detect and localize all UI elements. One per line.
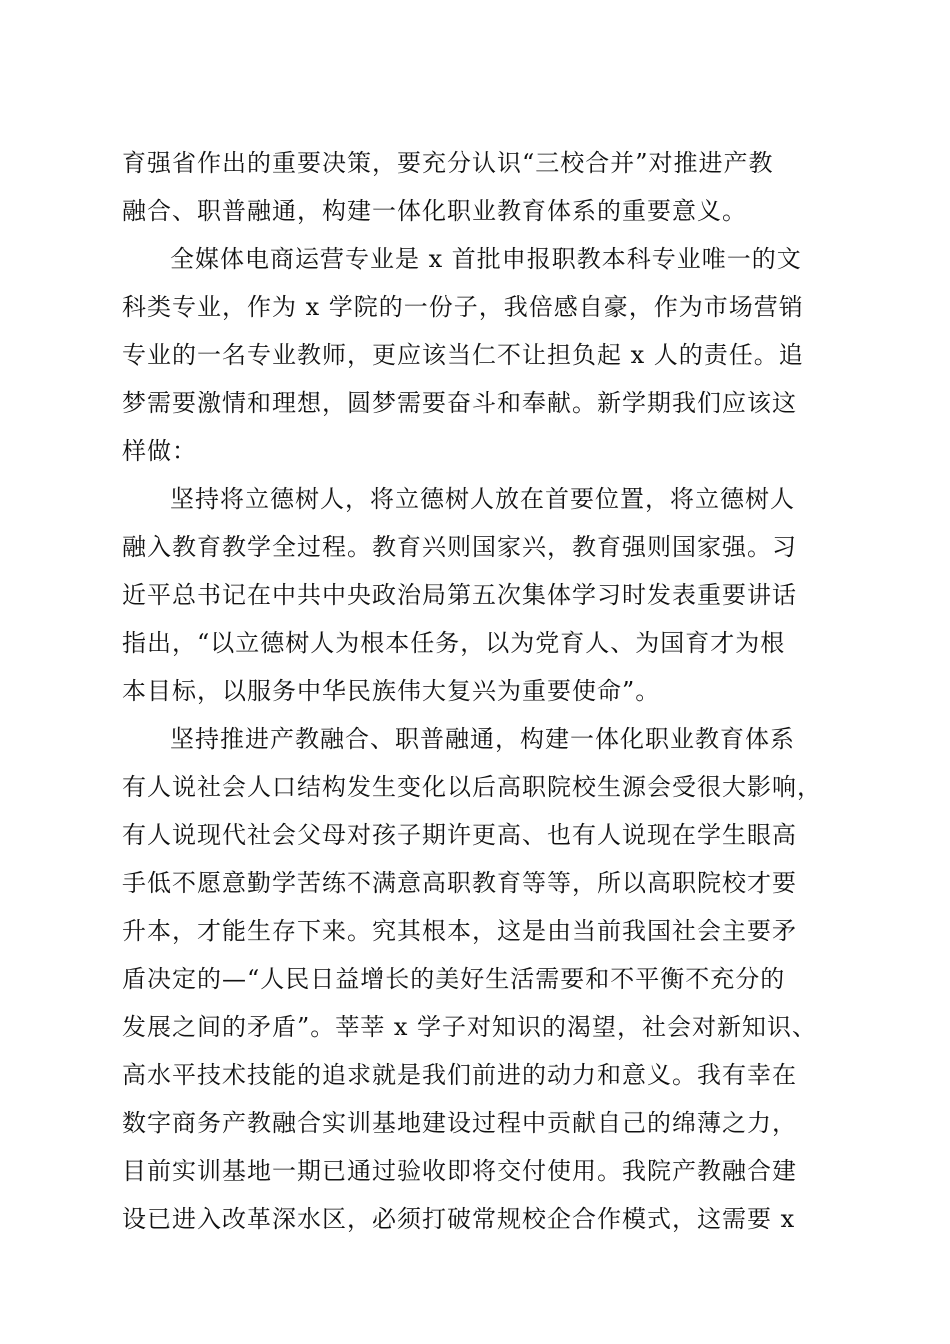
text-line: 发展之间的矛盾”。莘莘 x 学子对知识的渴望，社会对新知识、 [122, 1013, 818, 1041]
text-line: 育强省作出的重要决策，要充分认识“三校合并”对推进产教 [122, 149, 774, 177]
text-line: 样做： [122, 437, 197, 465]
paragraph-start-line: 全媒体电商运营专业是 x 首批申报职教本科专业唯一的文 [170, 245, 802, 273]
text-line: 数字商务产教融合实训基地建设过程中贡献自己的绵薄之力， [122, 1109, 797, 1137]
text-line: 融合、职普融通，构建一体化职业教育体系的重要意义。 [122, 197, 747, 225]
text-line: 科类专业，作为 x 学院的一份子，我倍感自豪，作为市场营销 [122, 293, 804, 321]
text-line: 近平总书记在中共中央政治局第五次集体学习时发表重要讲话 [122, 581, 797, 609]
text-line: 有人说现代社会父母对孩子期许更高、也有人说现在学生眼高 [122, 821, 797, 849]
text-line: 本目标，以服务中华民族伟大复兴为重要使命”。 [122, 677, 661, 705]
text-line: 升本，才能生存下来。究其根本，这是由当前我国社会主要矛 [122, 917, 797, 945]
text-line: 设已进入改革深水区，必须打破常规校企合作模式，这需要 x [122, 1205, 796, 1233]
text-line: 目前实训基地一期已通过验收即将交付使用。我院产教融合建 [122, 1157, 797, 1185]
text-line: 指出，“以立德树人为根本任务，以为党育人、为国育才为根 [122, 629, 786, 657]
text-line: 专业的一名专业教师，更应该当仁不让担负起 x 人的责任。追 [122, 341, 804, 369]
text-line: 手低不愿意勤学苦练不满意高职教育等等，所以高职院校才要 [122, 869, 797, 897]
paragraph-start-line: 坚持将立德树人，将立德树人放在首要位置，将立德树人 [170, 485, 795, 513]
text-line: 有人说社会人口结构发生变化以后高职院校生源会受很大影响， [122, 773, 822, 801]
text-line: 梦需要激情和理想，圆梦需要奋斗和奉献。新学期我们应该这 [122, 389, 797, 417]
text-line: 盾决定的—“人民日益增长的美好生活需要和不平衡不充分的 [122, 965, 786, 993]
text-line: 高水平技术技能的追求就是我们前进的动力和意义。我有幸在 [122, 1061, 797, 1089]
text-line: 融入教育教学全过程。教育兴则国家兴，教育强则国家强。习 [122, 533, 797, 561]
paragraph-start-line: 坚持推进产教融合、职普融通，构建一体化职业教育体系 [170, 725, 795, 753]
